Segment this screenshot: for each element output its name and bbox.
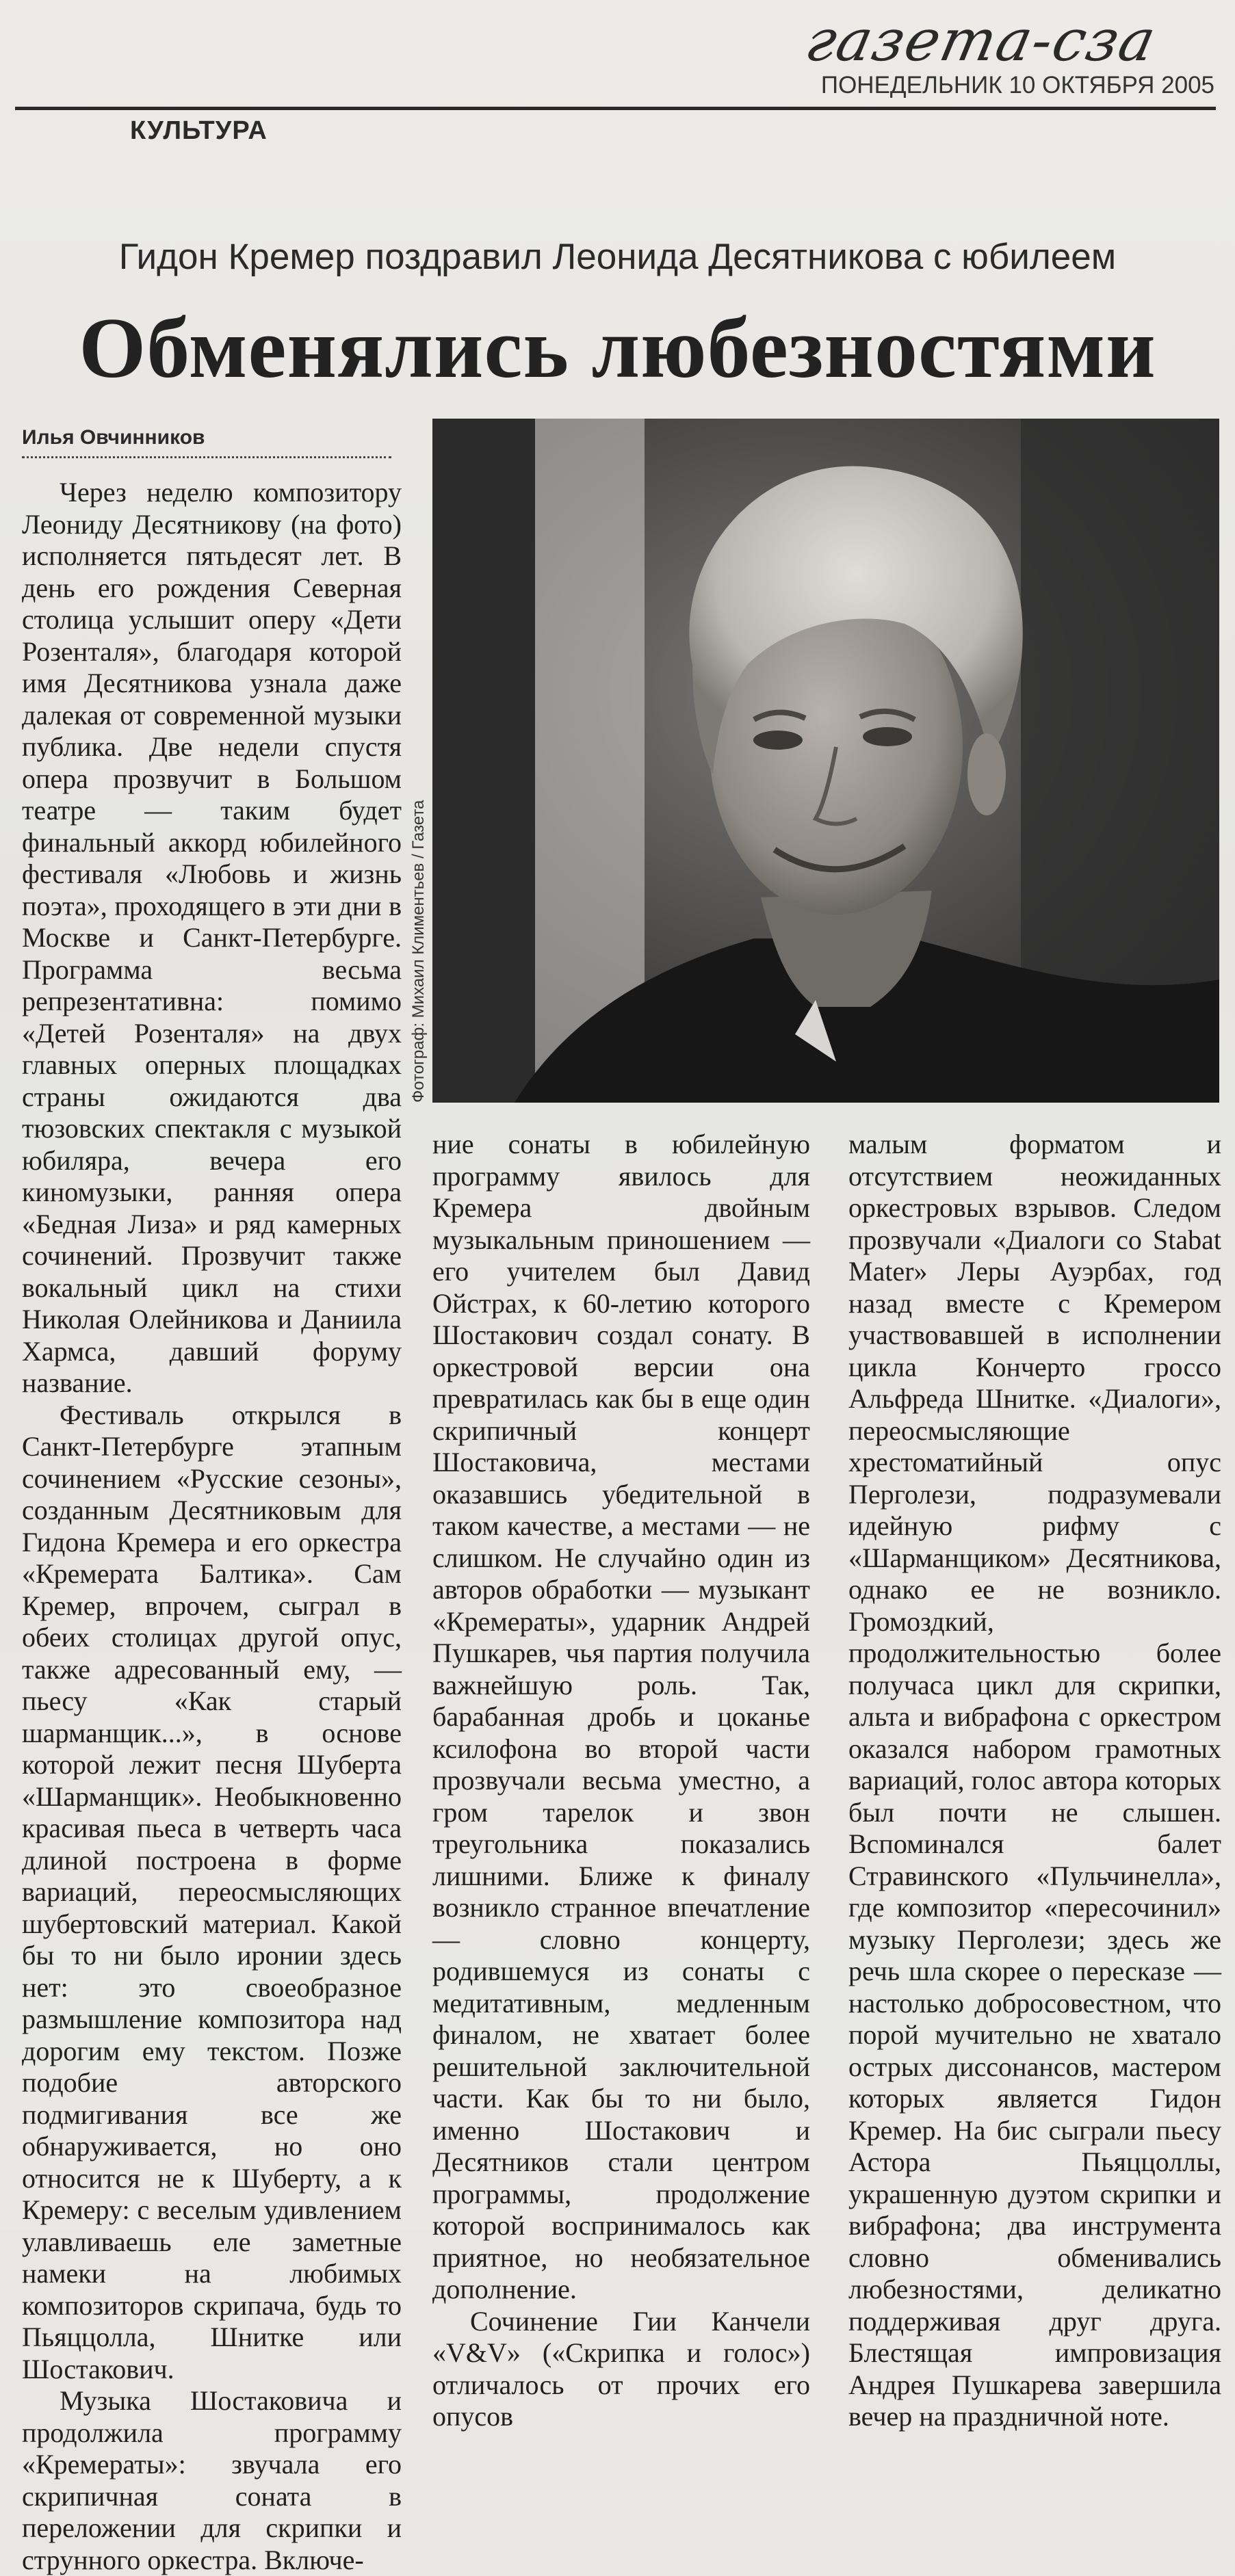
article-column-1 bbox=[22, 477, 402, 2576]
article-paragraph: Музыка Шостаковича и продолжила программу «Кремераты»: звучала его скрипичная соната в переложении для скрипки и струнного оркестра. Включе- bbox=[22, 2385, 402, 2575]
article-column-2 bbox=[432, 1129, 810, 2433]
section-label: КУЛЬТУРА bbox=[130, 116, 268, 145]
photo-credit: Фотограф: Михаил Климентьев / Газета bbox=[409, 800, 428, 1103]
article-column-3 bbox=[848, 1129, 1221, 2433]
kicker: Гидон Кремер поздравил Леонида Десятникова с юбилеем bbox=[118, 237, 1117, 277]
top-rule bbox=[15, 107, 1216, 110]
byline: Илья Овчинников bbox=[22, 426, 391, 458]
article-paragraph: малым форматом и отсутствием неожиданных оркестровых взрывов. Следом прозвучали «Диалоги со Stabat Mater» Леры Ауэрбах, год назад вместе с Кремером участвовавшей в исполнении цикла Кончерто гроссо Альфреда Шнитке. «Диалоги», переосмысляющие хрестоматийный опус Перголези, подразумевали идейную рифму с «Шарманщиком» Десятникова, однако ее не возникло. Громоздкий, продолжительностью более получаса цикл для скрипки, альта и вибрафона с оркестром оказался набором грамотных вариаций, голос автора которых был почти не слышен. Вспоминался балет Стравинского «Пульчинелла», где композитор «пересочинил» музыку Перголези; здесь же речь шла скорее о пересказе — настолько добросовестном, что порой мучительно не хватало острых диссонансов, мастером которых является Гидон Кремер. На бис сыграли пьесу Астора Пьяццоллы, украшенную дуэтом скрипки и вибрафона; два инструмента словно обменивались любезностями, деликатно поддерживая друг друга. Блестящая импровизация Андрея Пушкарева завершила вечер на праздничной ноте. bbox=[848, 1129, 1221, 2432]
article-paragraph: Сочинение Гии Канчели «V&V» («Скрипка и голос») отличалось от прочих его опусов bbox=[432, 2305, 810, 2432]
portrait-illustration bbox=[432, 419, 1219, 1103]
article-paragraph: Через неделю композитору Леониду Десятникову (на фото) исполняется пятьдесят лет. В день его рождения Северная столица услышит оперу «Дети Розенталя», благодаря которой имя Десятникова узнала даже далекая от современной музыки публика. Две недели спустя опера прозвучит в Большом театре — таким будет финальный аккорд юбилейного фестиваля «Любовь и жизнь поэта», проходящего в эти дни в Москве и Санкт-Петербурге. Программа весьма репрезентативна: помимо «Детей Розенталя» на двух главных оперных площадках страны ожидаются два тюзовских спектакля с музыкой юбиляра, вечера его киномузыки, ранняя опера «Бедная Лиза» и ряд камерных сочинений. Прозвучит также вокальный цикл на стихи Николая Олейникова и Даниила Хармса, давший форуму название. bbox=[22, 477, 402, 1398]
article-paragraph: Фестиваль открылся в Санкт-Петербурге этапным сочинением «Русские сезоны», созданным Десятниковым для Гидона Кремера и его оркестра «Кремерата Балтика». Сам Кремер, впрочем, сыграл в обеих столицах другой опус, также адресованный ему, — пьесу «Как старый шарманщик...», в основе которой лежит песня Шуберта «Шарманщик». Необыкновенно красивая пьеса в четверть часа длиной построена в форме вариаций, переосмысляющих шубертовский материал. Какой бы то ни было иронии здесь нет: это своеобразное размышление композитора над дорогим ему текстом. Позже подобие авторского подмигивания все же обнаруживается, но оно относится не к Шуберту, а к Кремеру: с веселым удивлением улавливаешь еле заметные намеки на любимых композиторов скрипача, будь то Пьяццолла, Шнитке или Шостакович. bbox=[22, 1399, 402, 2384]
article-paragraph: ние сонаты в юбилейную программу явилось для Кремера двойным музыкальным приношением — его учителем был Давид Ойстрах, к 60-летию которого Шостакович создал сонату. В оркестровой версии она превратилась как бы в еще один скрипичный концерт Шостаковича, местами оказавшись убедительной в таком качестве, а местами — не слишком. Не случайно один из авторов обработки — музыкант «Кремераты», ударник Андрей Пушкарев, чья партия получила важнейшую роль. Так, барабанная дробь и цоканье ксилофона во второй части прозвучали весьма уместно, а гром тарелок и звон треугольника показались лишними. Ближе к финалу возникло странное впечатление — словно концерту, родившемуся из сонаты с медитативным, медленным финалом, не хватает более решительной заключительной части. Как бы то ни было, именно Шостакович и Десятников стали центром программы, продолжение которой воспринималось как приятное, но необязательное дополнение. bbox=[432, 1129, 810, 2304]
masthead-logo: газета-сза bbox=[800, 7, 1163, 74]
headline: Обменялись любезностями bbox=[79, 301, 1156, 396]
portrait-photo bbox=[432, 419, 1219, 1103]
dateline: ПОНЕДЕЛЬНИК 10 ОКТЯБРЯ 2005 bbox=[820, 72, 1214, 98]
